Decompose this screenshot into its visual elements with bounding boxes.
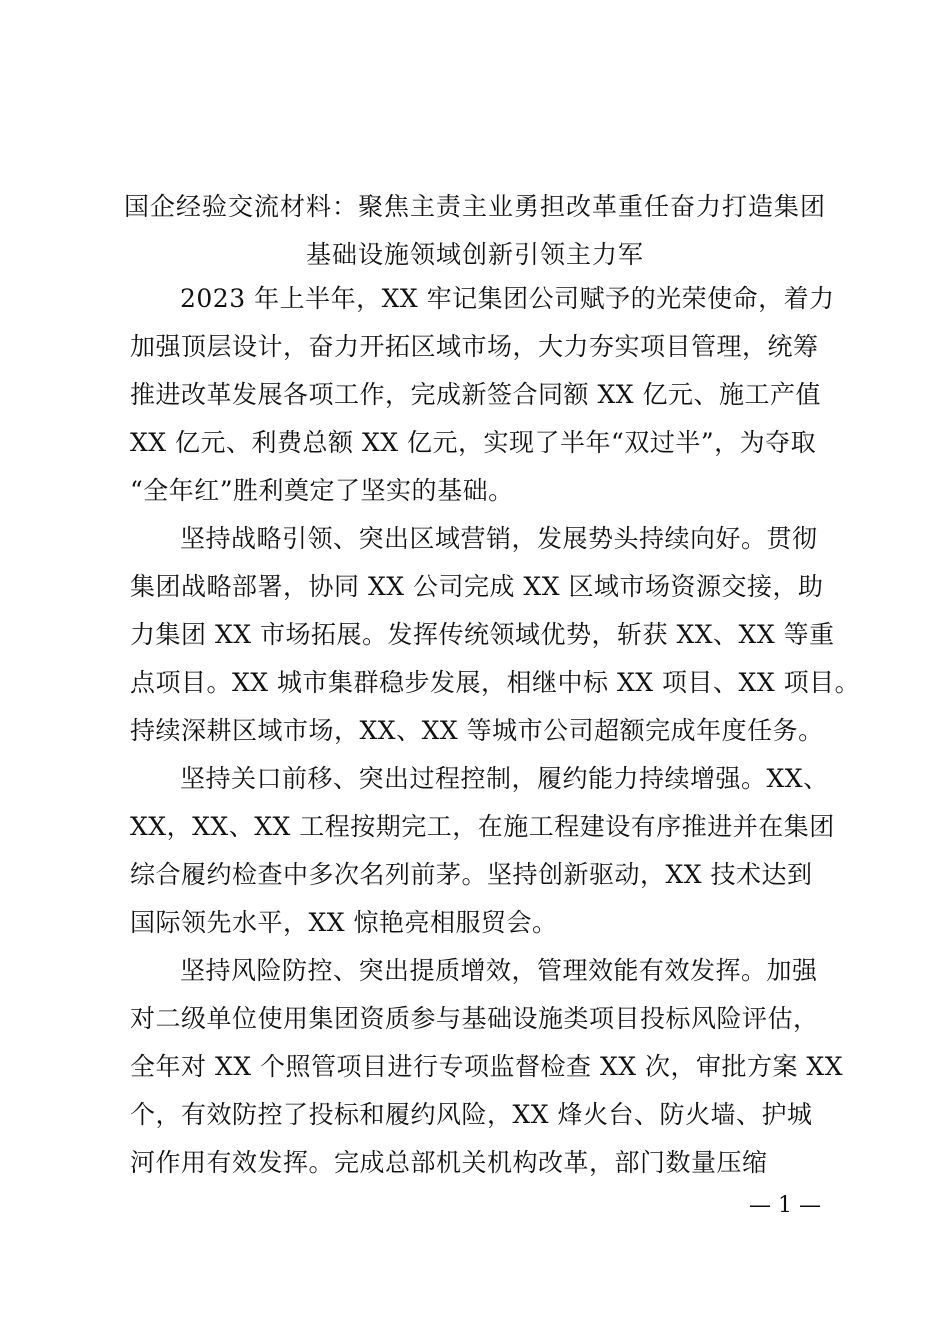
paragraph-line: XX，XX、XX 工程按期完工，在施工程建设有序推进并在集团	[130, 812, 835, 841]
paragraph-line: 综合履约检查中多次名列前茅。坚持创新驱动，XX 技术达到	[130, 860, 813, 889]
paragraph-line: 全年对 XX 个照管项目进行专项监督检查 XX 次，审批方案 XX	[130, 1052, 844, 1081]
paragraph-line: 对二级单位使用集团资质参与基础设施类项目投标风险评估，	[130, 1004, 819, 1033]
paragraph-line: 推进改革发展各项工作，完成新签合同额 XX 亿元、施工产值	[130, 380, 821, 409]
paragraph-line: 坚持关口前移、突出过程控制，履约能力持续增强。XX、	[180, 764, 829, 793]
paragraph-line: 个，有效防控了投标和履约风险，XX 烽火台、防火墙、护城	[130, 1100, 813, 1129]
paragraph-line: 持续深耕区域市场，XX、XX 等城市公司超额完成年度任务。	[130, 716, 824, 745]
paragraph-line: 集团战略部署，协同 XX 公司完成 XX 区域市场资源交接，助	[130, 572, 824, 601]
paragraph-line: XX 亿元、利费总额 XX 亿元，实现了半年“双过半”，为夺取	[130, 428, 817, 457]
paragraph-line: 坚持风险防控、突出提质增效，管理效能有效发挥。加强	[180, 956, 818, 985]
paragraph-line: 河作用有效发挥。完成总部机关机构改革，部门数量压缩	[130, 1148, 768, 1177]
document-title-line-2: 基础设施领域创新引领主力军	[305, 240, 644, 269]
paragraph-line: 点项目。XX 城市集群稳步发展，相继中标 XX 项目、XX 项目。	[130, 668, 861, 697]
paragraph-line: 加强顶层设计，奋力开拓区域市场，大力夯实项目管理，统筹	[130, 332, 819, 361]
page-number: — 1 —	[749, 1193, 821, 1218]
paragraph-line: 2023 年上半年，XX 牢记集团公司赋予的光荣使命，着力	[180, 284, 835, 313]
paragraph-line: 坚持战略引领、突出区域营销，发展势头持续向好。贯彻	[180, 524, 818, 553]
document-title-line-1: 国企经验交流材料：聚焦主责主业勇担改革重任奋力打造集团	[123, 192, 826, 221]
paragraph-line: “全年红”胜利奠定了坚实的基础。	[130, 476, 514, 505]
paragraph-line: 国际领先水平，XX 惊艳亮相服贸会。	[130, 908, 558, 937]
paragraph-line: 力集团 XX 市场拓展。发挥传统领域优势，斩获 XX、XX 等重	[130, 620, 835, 649]
